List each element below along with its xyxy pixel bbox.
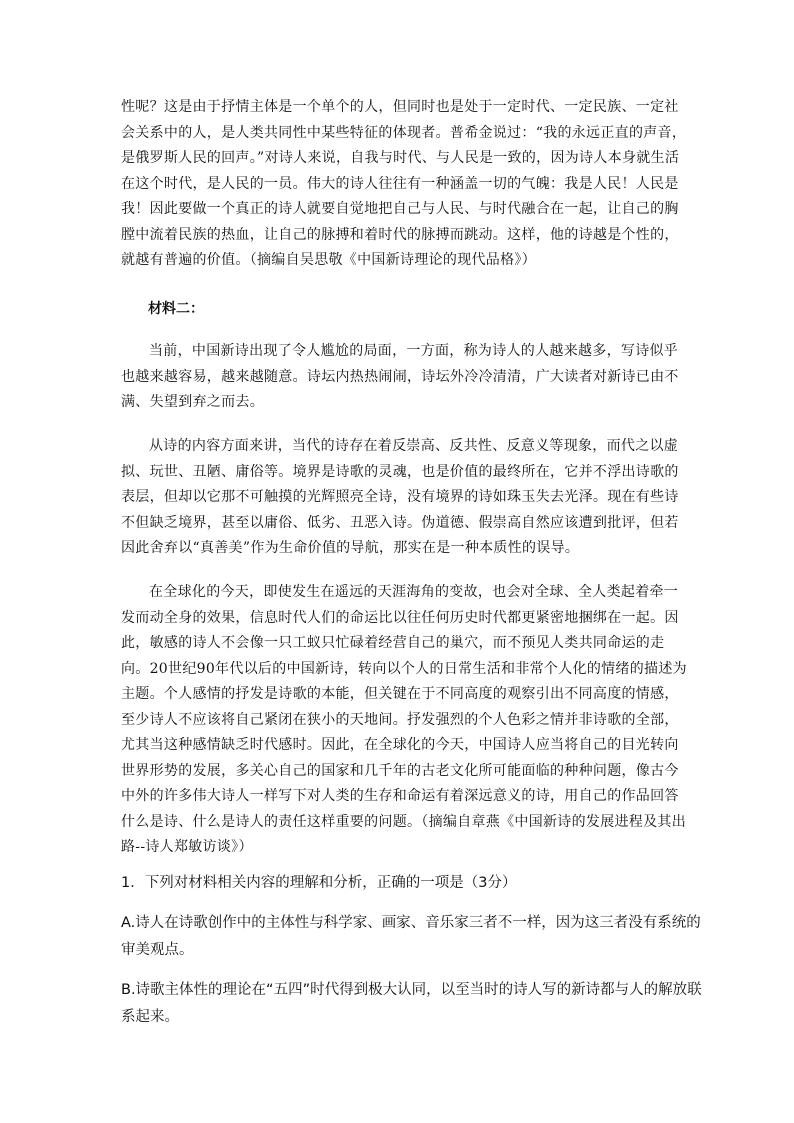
question-stem: 1．下列对材料相关内容的理解和分析，正确的一项是（3分） xyxy=(121,875,517,891)
material2-heading: 材料二： xyxy=(148,301,204,317)
question-option-a: A.诗人在诗歌创作中的主体性与科学家、画家、音乐家三者不一样，因为这三者没有系统的审美观点。 xyxy=(121,915,701,958)
material1-paragraph: 性呢？这是由于抒情主体是一个单个的人，但同时也是处于一定时代、一定民族、一定社会关系中的人，是人类共同性中某些特征的体现者。普希金说过：“我的永远正直的声音，是俄罗斯人民的回声。”对诗人来说，自我与时代、与人民是一致的，因为诗人本身就生活在这个时代，是人民的一员。伟大的诗人往往有一种涵盖一切的气魄：我是人民！人民是我！因此要做一个真正的诗人就要自觉地把自己与人民、与时代融合在一起，让自己的胸膛中流着民族的热血，让自己的脉搏和着时代的脉搏而跳动。这样，他的诗越是个性的，就越有普遍的价值。（摘编自吴思敬《中国新诗理论的现代品格》） xyxy=(121,99,687,268)
question-option-b: B.诗歌主体性的理论在“五四”时代得到极大认同，以至当时的诗人写的新诗都与人的解放联系起来。 xyxy=(121,982,702,1025)
material2-paragraph-2: 从诗的内容方面来讲，当代的诗存在着反崇高、反共性、反意义等现象，而代之以虚拟、玩世、丑陋、庸俗等。境界是诗歌的灵魂，也是价值的最终所在，它并不浮出诗歌的表层，但却以它那不可触摸的光辉照亮全诗，没有境界的诗如珠玉失去光泽。现在有些诗不但缺乏境界，甚至以庸俗、低劣、丑恶入诗。伪道德、假崇高自然应该遭到批评，但若因此舍弃以“真善美”作为生命价值的导航，那实在是一种本质性的误导。 xyxy=(121,438,679,556)
material2-paragraph-3: 在全球化的今天，即使发生在遥远的天涯海角的变故，也会对全球、全人类起着牵一发而动全身的效果，信息时代人们的命运比以往任何历史时代都更紧密地捆绑在一起。因此，敏感的诗人不会像一只工蚁只忙碌着经营自己的巢穴，而不预见人类共同命运的走向。20世纪90年代以后的中国新诗，转向以个人的日常生活和非常个人化的情绪的描述为主题。个人感情的抒发是诗歌的本能，但关键在于不同高度的观察引出不同高度的情感，至少诗人不应该将自己紧闭在狭小的天地间。抒发强烈的个人色彩之情并非诗歌的全部，尤其当这种感情缺乏时代感时。因此，在全球化的今天，中国诗人应当将自己的目光转向世界形势的发展，多关心自己的国家和几千年的古老文化所可能面临的种种问题，像古今中外的许多伟大诗人一样写下对人类的生存和命运有着深远意义的诗，用自己的作品回答什么是诗、什么是诗人的责任这样重要的问题。（摘编自章燕《中国新诗的发展进程及其出路--诗人郑敏访谈》） xyxy=(121,584,687,855)
material2-paragraph-1: 当前，中国新诗出现了令人尴尬的局面，一方面，称为诗人的人越来越多，写诗似乎也越来越容易，越来越随意。诗坛内热热闹闹，诗坛外冷冷清清，广大读者对新诗已由不满、失望到弃之而去。 xyxy=(121,343,679,410)
